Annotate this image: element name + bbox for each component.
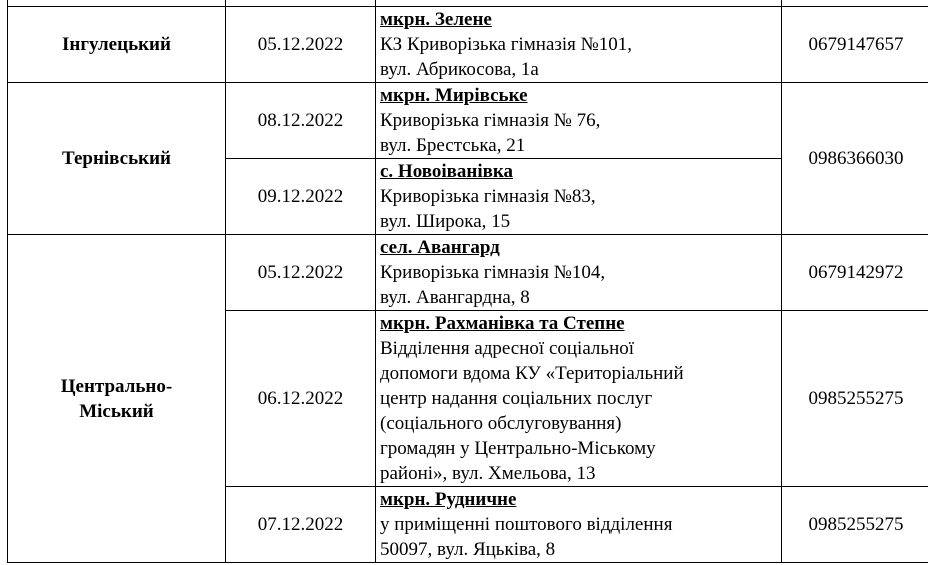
address-line: КЗ Криворізька гімназія №101,	[380, 34, 633, 55]
place-name: мкрн. Мирівське	[380, 85, 528, 106]
table-row	[8, 83, 928, 159]
address-cell	[376, 7, 782, 83]
address-cell	[376, 487, 782, 563]
date-cell: 05.12.2022	[226, 7, 376, 83]
address-line: 50097, вул. Яцьківа, 8	[380, 539, 556, 560]
address-line: вул. Брестська, 21	[380, 135, 526, 156]
address-line: Відділення адресної соціальної	[380, 338, 635, 359]
address-line: центр надання соціальних послуг	[380, 388, 653, 409]
phone-cell: 0985255275	[782, 311, 928, 487]
address-line: допомоги вдома КУ «Територіальний	[380, 363, 684, 384]
date-cell: 05.12.2022	[226, 235, 376, 311]
address-line: районі», вул. Хмельова, 13	[380, 463, 596, 484]
address-line: вул. Абрикосова, 1а	[380, 59, 539, 80]
address-line: вул. Авангардна, 8	[380, 287, 530, 308]
table-row	[8, 235, 928, 311]
place-name: мкрн. Рахманівка та Степне	[380, 313, 625, 334]
phone-cell: 0679142972	[782, 235, 928, 311]
address-cell	[376, 235, 782, 311]
place-name: сел. Авангард	[380, 237, 500, 258]
district-cell: Тернівський	[8, 83, 226, 235]
address-cell	[376, 83, 782, 159]
district-cell: Центрально- Міський	[8, 235, 226, 563]
address-cell	[376, 311, 782, 487]
place-name: мкрн. Рудничне	[380, 489, 517, 510]
address-cell	[376, 159, 782, 235]
date-cell: 09.12.2022	[226, 159, 376, 235]
address-line: Криворізька гімназія № 76,	[380, 110, 601, 131]
address-line: громадян у Центрально-Міському	[380, 438, 656, 459]
address-line: (соціального обслуговування)	[380, 413, 622, 434]
phone-cell: 0679147657	[782, 7, 928, 83]
address-line: у приміщенні поштового відділення	[380, 514, 673, 535]
place-name: мкрн. Зелене	[380, 9, 492, 30]
phone-cell: 0985255275	[782, 487, 928, 563]
date-cell: 06.12.2022	[226, 311, 376, 487]
phone-cell: 0986366030	[782, 83, 928, 235]
date-cell: 08.12.2022	[226, 83, 376, 159]
table-row	[8, 7, 928, 83]
address-line: Криворізька гімназія №83,	[380, 186, 596, 207]
address-line: вул. Широка, 15	[380, 211, 511, 232]
date-cell: 07.12.2022	[226, 487, 376, 563]
schedule-table-wrapper	[7, 0, 928, 563]
schedule-table	[7, 0, 928, 563]
address-line: Криворізька гімназія №104,	[380, 262, 606, 283]
place-name: с. Новоіванівка	[380, 161, 514, 182]
district-cell: Інгулецький	[8, 7, 226, 83]
